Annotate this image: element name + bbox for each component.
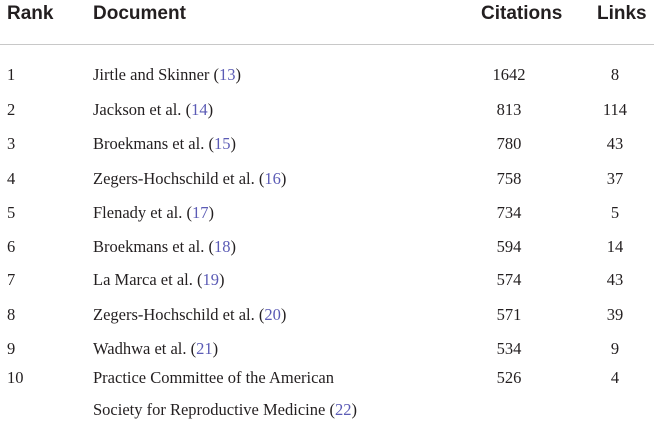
citations-cell: 1642 — [492, 65, 526, 84]
header-links: Links — [597, 3, 647, 24]
reference-link[interactable]: 22 — [334, 400, 352, 419]
header-rank: Rank — [7, 3, 54, 24]
citations-cell: 534 — [496, 339, 522, 358]
document-cell: Broekmans et al. (15) — [93, 134, 236, 153]
table-row — [0, 63, 654, 93]
links-cell: 114 — [602, 100, 628, 119]
document-name: Broekmans et al. — [93, 237, 205, 256]
rank-cell: 4 — [7, 169, 16, 188]
document-name: Jackson et al. — [93, 100, 182, 119]
document-cell: Zegers-Hochschild et al. (20) — [93, 305, 287, 324]
citations-cell: 574 — [496, 270, 522, 289]
document-cell — [93, 366, 334, 390]
table-row — [0, 366, 654, 396]
document-name: Jirtle and Skinner — [93, 65, 210, 84]
links-cell: 8 — [610, 65, 620, 84]
document-cell: Wadhwa et al. (21) — [93, 339, 219, 358]
reference-link[interactable]: 14 — [191, 100, 208, 119]
reference-link[interactable]: 17 — [191, 203, 209, 222]
links-cell: 37 — [606, 169, 624, 188]
table-row — [0, 167, 654, 197]
reference-link[interactable]: 21 — [196, 339, 213, 358]
links-cell: 14 — [606, 237, 624, 256]
document-cell: Flenady et al. (17) — [93, 203, 214, 222]
header-document: Document — [93, 3, 186, 24]
table-row — [0, 201, 654, 231]
document-name: Zegers-Hochschild et al. — [93, 305, 255, 324]
reference-link[interactable]: 13 — [219, 65, 236, 84]
document-cell: Zegers-Hochschild et al. (16) — [93, 169, 287, 188]
rank-cell: 8 — [7, 305, 16, 324]
rank-cell: 7 — [7, 270, 16, 289]
rank-cell: 6 — [7, 237, 16, 256]
table-row — [0, 132, 654, 162]
links-cell: 4 — [610, 368, 620, 387]
citations-cell: 758 — [496, 169, 522, 188]
citations-cell: 594 — [496, 237, 522, 256]
links-cell: 39 — [606, 305, 624, 324]
rank-cell: 1 — [7, 65, 16, 84]
table-row — [0, 268, 654, 298]
document-name: Flenady et al. — [93, 203, 183, 222]
document-name: La Marca et al. — [93, 270, 193, 289]
citations-cell: 526 — [496, 368, 522, 387]
rank-cell: 9 — [7, 339, 16, 358]
links-cell: 43 — [606, 270, 624, 289]
rank-cell: 3 — [7, 134, 16, 153]
citations-cell: 734 — [496, 203, 522, 222]
document-name: Wadhwa et al. — [93, 339, 187, 358]
document-name: Broekmans et al. — [93, 134, 205, 153]
table-row — [0, 303, 654, 333]
table-row — [0, 98, 654, 128]
citations-cell: 780 — [496, 134, 522, 153]
reference-link[interactable]: 16 — [264, 169, 281, 188]
header-divider — [0, 44, 654, 45]
document-name-line2: Society for Reproductive Medicine — [93, 400, 326, 419]
table-row — [0, 337, 654, 367]
document-cell: La Marca et al. (19) — [93, 270, 225, 289]
document-cell: Jirtle and Skinner (13) — [93, 65, 242, 84]
reference-link[interactable]: 15 — [213, 134, 231, 153]
reference-link[interactable]: 20 — [264, 305, 281, 324]
document-name: Practice Committee of the American — [93, 368, 334, 387]
rank-cell: 2 — [7, 100, 16, 119]
citations-cell: 571 — [496, 305, 522, 324]
table-row — [0, 235, 654, 265]
rank-cell: 10 — [7, 368, 24, 387]
rank-cell: 5 — [7, 203, 16, 222]
links-cell: 5 — [610, 203, 620, 222]
links-cell: 9 — [610, 339, 620, 358]
document-name: Zegers-Hochschild et al. — [93, 169, 255, 188]
document-cell: Jackson et al. (14) — [93, 100, 214, 119]
document-cell-line2: Society for Reproductive Medicine (22) — [93, 400, 357, 419]
table-header-row — [0, 0, 654, 30]
reference-link[interactable]: 18 — [213, 237, 231, 256]
reference-link[interactable]: 19 — [202, 270, 219, 289]
citations-cell: 813 — [496, 100, 522, 119]
links-cell: 43 — [606, 134, 624, 153]
header-citations: Citations — [481, 3, 563, 24]
document-cell: Broekmans et al. (18) — [93, 237, 236, 256]
